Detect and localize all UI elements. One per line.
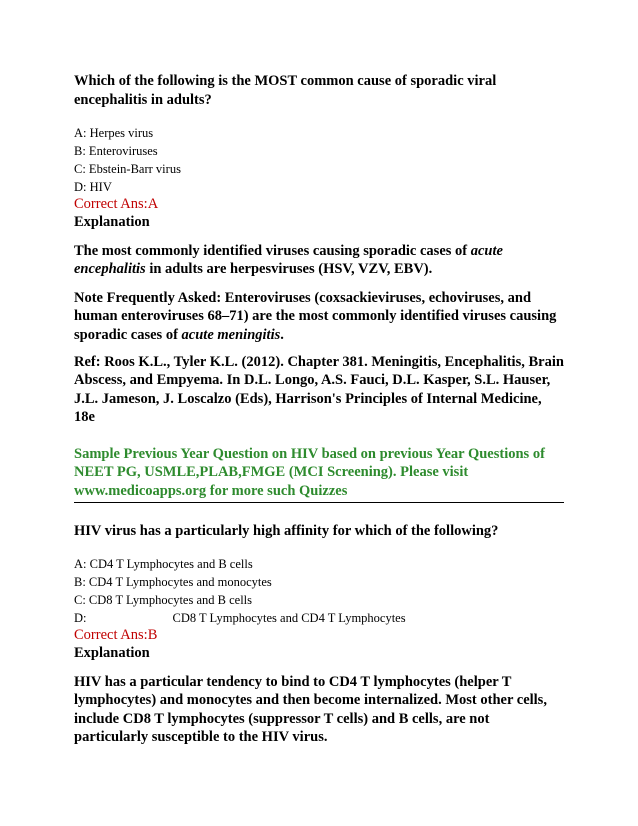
q1-option-b: B: Enteroviruses bbox=[74, 144, 158, 158]
promo-text: Sample Previous Year Question on HIV based on previous Year Questions of NEET PG, USMLE,PLAB,FMGE (MCI Screening). Please visit www.medicoapps.org for more such Quizzes bbox=[74, 446, 545, 499]
question-1-text: Which of the following is the MOST common cause of sporadic viral encephalitis in adults? bbox=[74, 73, 497, 108]
q2-option-c: C: CD8 T Lymphocytes and B cells bbox=[74, 593, 253, 607]
q1-reference: Ref: Roos K.L., Tyler K.L. (2012). Chapter 381. Meningitis, Encephalitis, Brain Abscess, and Empyema. In D.L. Longo, A.S. Fauci, D.L. Kasper, S.L. Hauser, J.L. Jameson, J. Loscalzo (Eds), Harrison's Principles of Internal Medicine, 18e bbox=[74, 354, 564, 425]
q1-correct-answer: Correct Ans:A bbox=[74, 196, 159, 212]
q2-option-b: B: CD4 T Lymphocytes and monocytes bbox=[74, 575, 272, 589]
q1-option-a: A: Herpes virus bbox=[74, 126, 154, 140]
section-divider bbox=[74, 502, 564, 503]
q2-correct-answer: Correct Ans:B bbox=[74, 627, 158, 643]
q2-explanation-heading: Explanation bbox=[74, 645, 150, 661]
q1-explanation-heading: Explanation bbox=[74, 214, 150, 230]
q1-explanation-paragraph: The most commonly identified viruses causing sporadic cases of acute encephalitis in adults are herpesviruses (HSV, VZV, EBV). bbox=[74, 243, 503, 278]
q1-option-d: D: HIV bbox=[74, 180, 112, 194]
q2-option-a: A: CD4 T Lymphocytes and B cells bbox=[74, 557, 253, 571]
q1-option-c: C: Ebstein-Barr virus bbox=[74, 162, 181, 176]
q2-explanation-paragraph: HIV has a particular tendency to bind to CD4 T lymphocytes (helper T lymphocytes) and monocytes and then become internalized. Most other cells, include CD8 T lymphocytes (suppressor T cells) and B cells, are not particularly susceptible to the HIV virus. bbox=[74, 674, 547, 745]
q2-option-d: D: CD8 T Lymphocytes and CD4 T Lymphocytes bbox=[74, 611, 406, 625]
question-2-text: HIV virus has a particularly high affinity for which of the following? bbox=[74, 523, 499, 539]
q1-note-paragraph: Note Frequently Asked: Enteroviruses (coxsackieviruses, echoviruses, and human enteroviruses 68–71) are the most commonly identified viruses causing sporadic cases of acute meningitis. bbox=[74, 290, 557, 343]
